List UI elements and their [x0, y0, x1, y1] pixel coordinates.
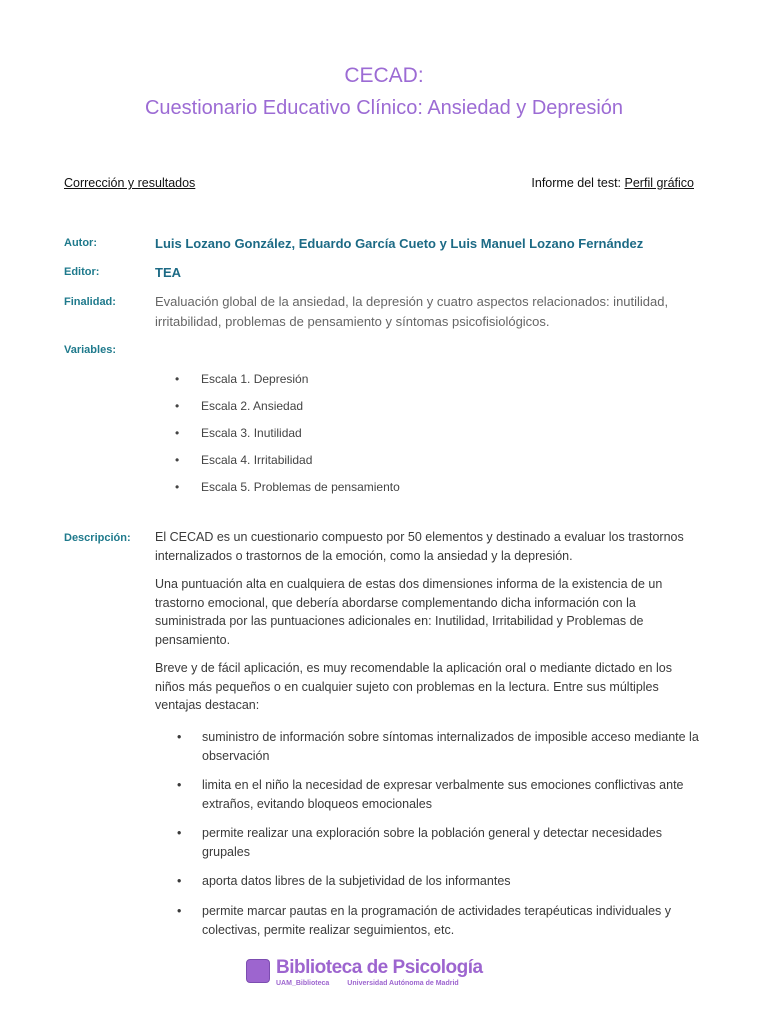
- autor-label: Autor:: [64, 237, 97, 249]
- report-link[interactable]: Perfil gráfico: [624, 176, 694, 190]
- library-logo-icon: [246, 959, 270, 983]
- list-item: • suministro de información sobre síntomas internalizados de imposible acceso mediante la observación: [178, 728, 702, 765]
- section-heading-correccion: Corrección y resultados: [64, 176, 196, 190]
- list-item: • permite realizar una exploración sobre la población general y detectar necesidades grupales: [178, 824, 702, 861]
- finalidad-label: Finalidad:: [64, 296, 116, 308]
- library-logo-text: Biblioteca de Psicología: [276, 957, 483, 978]
- finalidad-value: Evaluación global de la ansiedad, la depresión y cuatro aspectos relacionados: inutilidad, irritabilidad, problemas de pensamiento y síntomas psicofisiológicos.: [155, 294, 669, 329]
- footer-logo: [246, 957, 486, 993]
- list-item: • aporta datos libres de la subjetividad de los informantes: [178, 872, 702, 891]
- list-item: • permite marcar pautas en la programación de actividades terapéuticas individuales y colectivas, permite realizar seguimientos, etc.: [178, 902, 702, 939]
- list-item: • limita en el niño la necesidad de expresar verbalmente sus emociones conflictivas ante extraños, evitando bloqueos emocionales: [178, 776, 702, 813]
- editor-label: Editor:: [64, 266, 100, 278]
- description-paragraph: El CECAD es un cuestionario compuesto por 50 elementos y destinado a evaluar los trastornos internalizados o trastornos de la emoción, como la ansiedad y la depresión.: [155, 530, 684, 563]
- description-paragraph: Breve y de fácil aplicación, es muy recomendable la aplicación oral o mediante dictado en los niños más pequeños o en cualquier sujeto con problemas en la lectura. Entre sus múltiples ventajas destacan:: [155, 661, 672, 712]
- document-title: CECAD:: [344, 64, 424, 87]
- editor-value: TEA: [155, 265, 181, 280]
- description-paragraph: Una puntuación alta en cualquiera de estas dos dimensiones informa de la existencia de un trastorno emocional, que debería abordarse complementando dicha información con la suministrada por las puntuaciones adicionales en: Inutilidad, Irritabilidad y Problemas de pensamiento.: [155, 577, 663, 647]
- library-logo-subtitle: UAM_Biblioteca Universidad Autónoma de Madrid: [276, 980, 459, 987]
- autor-value: Luis Lozano González, Eduardo García Cueto y Luis Manuel Lozano Fernández: [155, 236, 644, 251]
- description-block: [155, 528, 700, 725]
- descripcion-label: Descripción:: [64, 532, 131, 544]
- document-subtitle: Cuestionario Educativo Clínico: Ansiedad y Depresión: [144, 97, 624, 119]
- report-label: Informe del test:: [531, 176, 622, 190]
- variables-label: Variables:: [64, 344, 116, 356]
- report-heading: [531, 176, 694, 190]
